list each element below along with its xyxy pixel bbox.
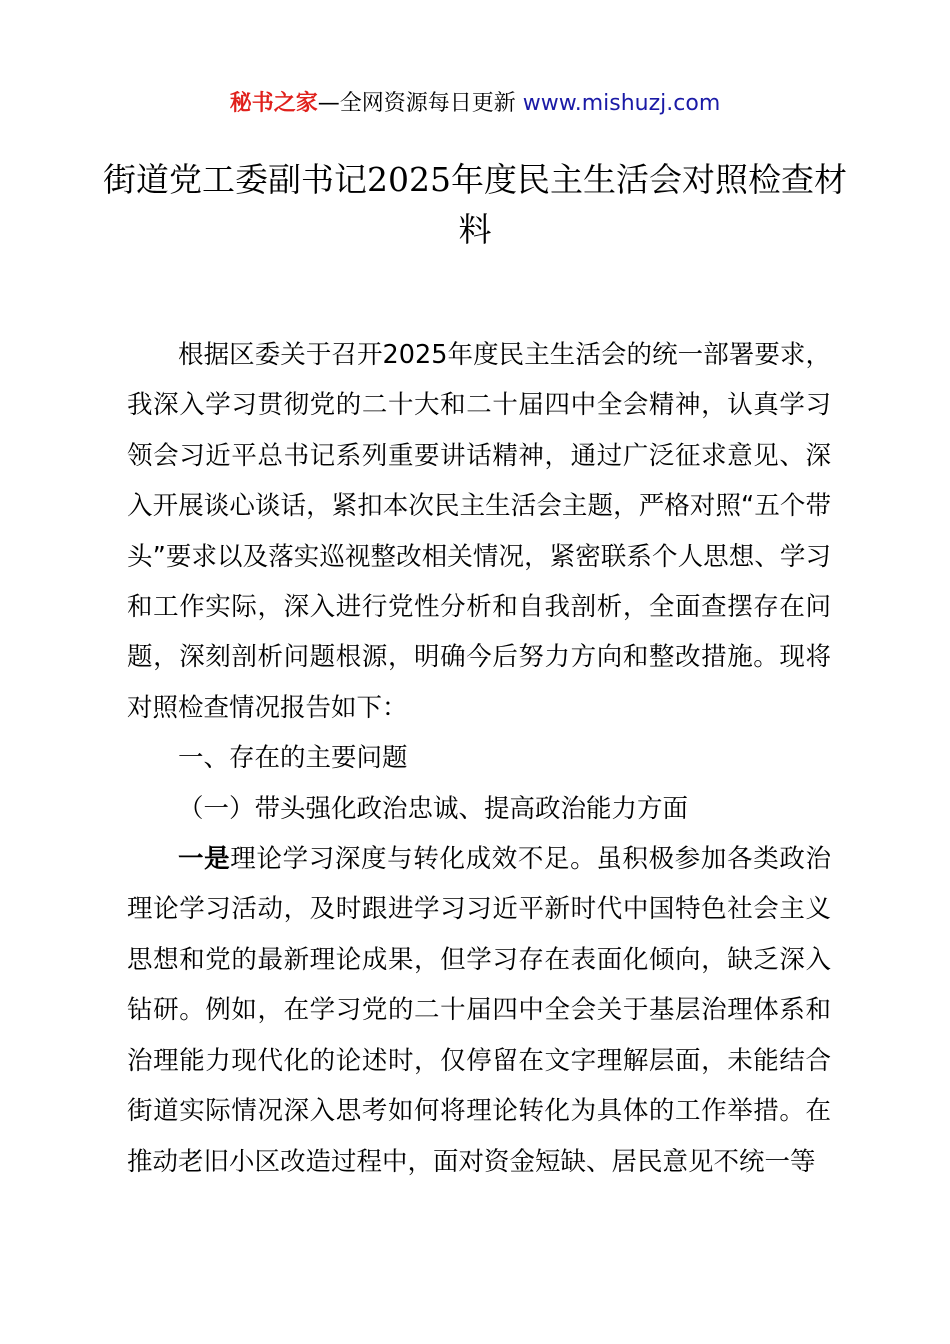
site-header [0,86,950,122]
document-title: 街道党工委副书记2025年度民主生活会对照检查材料 [103,160,847,249]
site-slogan: —全网资源每日更新 [317,91,523,116]
site-url-link[interactable]: www.mishuzj.com [522,91,721,116]
point-paragraph [127,834,831,1187]
document-body [127,330,831,1187]
point-lead: 一是 [178,844,231,875]
subsection-heading: （一）带头强化政治忠诚、提高政治能力方面 [178,793,689,824]
site-name: 秘书之家 [229,91,318,116]
section-heading: 一、存在的主要问题 [178,743,408,774]
point-text: 理论学习深度与转化成效不足。虽积极参加各类政治理论学习活动，及时跟进学习习近平新时代中国特色社会主义思想和党的最新理论成果，但学习存在表面化倾向，缺乏深入钻研。例如，在学习党的二十届四中全会关于基层治理体系和治理能力现代化的论述时，仅停留在文字理解层面，未能结合街道实际情况深入思考如何将理论转化为具体的工作举措。在推动老旧小区改造过程中，面对资金短缺、居民意见不统一等 [127,844,831,1177]
intro-paragraph: 根据区委关于召开2025年度民主生活会的统一部署要求，我深入学习贯彻党的二十大和二十届四中全会精神，认真学习领会习近平总书记系列重要讲话精神，通过广泛征求意见、深入开展谈心谈话，紧扣本次民主生活会主题，严格对照“五个带头”要求以及落实巡视整改相关情况，紧密联系个人思想、学习和工作实际，深入进行党性分析和自我剖析，全面查摆存在问题，深刻剖析问题根源，明确今后努力方向和整改措施。现将对照检查情况报告如下： [127,340,831,723]
